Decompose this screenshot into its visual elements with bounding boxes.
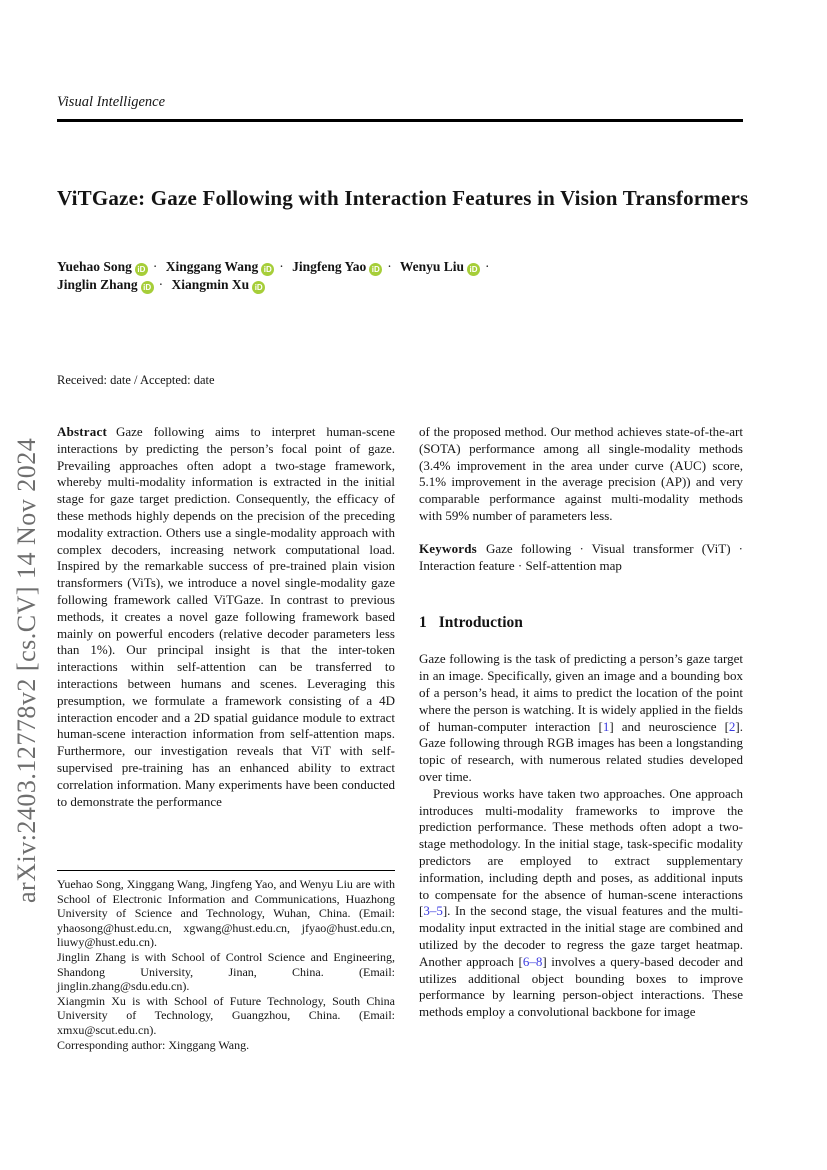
author-name: Yuehao Song	[57, 259, 132, 274]
footnote-paragraph: Xiangmin Xu is with School of Future Technology, South China University of Technology, Guangzhou, China. (Email: xmxu@scut.edu.cn).	[57, 993, 395, 1037]
text-segment: ] involves a query-based decoder and utilizes additional object bounding boxes to improve performance by learning person-object interactions. These methods employ a convolutional backbone for image	[419, 953, 743, 1020]
abstract-label: Abstract	[57, 424, 107, 439]
author-name: Jingfeng Yao	[292, 259, 367, 274]
author-entry	[172, 277, 266, 292]
author-entry	[400, 259, 495, 274]
orcid-icon[interactable]: iD	[135, 263, 148, 276]
keywords-label: Keywords	[419, 540, 477, 556]
orcid-icon[interactable]: iD	[369, 263, 382, 276]
text-segment: Gaze following is the task of predicting a person’s gaze target in an image. Specifically, given an image and a bounding box of a person’s head, it aims to predict the location of the point where the person is watching. It is widely applied in the fields of human-computer interaction [	[419, 651, 743, 734]
right-column	[419, 424, 743, 1021]
author-entry	[292, 259, 397, 274]
received-accepted-line: Received: date / Accepted: date	[57, 373, 215, 387]
author-separator: ·	[158, 277, 164, 292]
keywords-text: Gaze following · Visual transformer (ViT) · Interaction feature · Self-attention map	[419, 540, 743, 573]
text-segment: ]. Gaze following through RGB images has been a longstanding topic of research, with numerous related studies developed over time.	[419, 718, 743, 784]
text-segment: ]. In the second stage, the visual features and the multi-modality input extracted in the initial stage are combined and utilized by the decoder to regress the gaze target heatmap. Another approach [	[419, 903, 743, 969]
author-separator: ·	[152, 259, 158, 274]
author-entry	[57, 259, 162, 274]
citation-link[interactable]: 6–8	[522, 953, 543, 969]
orcid-icon[interactable]: iD	[261, 263, 274, 276]
citation-link[interactable]: 1	[602, 718, 610, 734]
author-name: Xiangmin Xu	[171, 277, 250, 292]
author-list	[57, 258, 602, 294]
orcid-icon[interactable]: iD	[252, 281, 265, 294]
author-separator: ·	[485, 259, 490, 274]
footnote-paragraph: Corresponding author: Xinggang Wang.	[57, 1037, 250, 1052]
abstract-continuation: of the proposed method. Our method achieves state-of-the-art (SOTA) performance among all single-modality methods (3.4% improvement in the area under curve (AUC) score, 5.1% improvement in the average precision (AP)) and very comparable performance against multi-modality methods with 59% number of parameters less.	[419, 424, 743, 523]
author-name: Jinglin Zhang	[57, 277, 138, 292]
citation-link[interactable]: 3–5	[423, 903, 443, 919]
author-entry	[166, 259, 289, 274]
author-separator: ·	[279, 259, 284, 274]
author-entry	[57, 277, 168, 292]
abstract-text-left: Gaze following aims to interpret human-scene interactions by predicting the person’s focal point of gaze. Prevailing approaches often adopt a two-stage framework, whereby multi-modality information is extracted in the initial stage for gaze target prediction. Consequently, the efficacy of these methods highly depends on the precision of the preceding modality extraction. Others use a single-modality approach with complex decoders, increasing network computational load. Inspired by the remarkable success of pre-trained plain vision transformers (ViTs), we introduce a novel single-modality gaze following framework called ViTGaze. In contrast to previous methods, it creates a novel gaze following framework based mainly on powerful encoders (relative decoder parameters less than 1%). Our principal insight is that the inter-token interactions within self-attention can be transferred to interactions between humans and scenes. Leveraging this presumption, we formulate a framework consisting of a 4D interaction encoder and a 2D spatial guidance module to extract human-scene interaction information from self-attention maps. Furthermore, our investigation reveals that ViT with self-supervised pre-training has an enhanced ability to extract correlation information. Many experiments have been conducted to demonstrate the performance	[57, 424, 395, 809]
section-title: Introduction	[438, 614, 523, 632]
paper-title: ViTGaze: Gaze Following with Interaction Features in Vision Transformers	[57, 186, 749, 210]
intro-paragraph-1	[419, 651, 743, 785]
author-separator: ·	[387, 259, 392, 274]
keywords-paragraph	[419, 541, 743, 575]
footnote-rule	[57, 870, 395, 871]
footnote-block	[57, 870, 395, 1052]
citation-link[interactable]: 2	[728, 718, 736, 734]
footnote-paragraphs	[57, 877, 395, 1052]
footnote-paragraph: Jinglin Zhang is with School of Control Science and Engineering, Shandong University, Jinan, China. (Email: jinglin.zhang@sdu.edu.cn).	[57, 949, 395, 994]
section-1-heading	[419, 614, 743, 632]
abstract-paragraph	[57, 424, 395, 810]
orcid-icon[interactable]: iD	[467, 263, 480, 276]
author-name: Xinggang Wang	[165, 259, 259, 274]
footnote-paragraph: Yuehao Song, Xinggang Wang, Jingfeng Yao, and Wenyu Liu are with School of Electronic Information and Communications, Huazhong University of Science and Technology, Wuhan, China. (Email: yhaosong@hust.edu.cn, xgwang@hust.edu.cn, jfyao@hust.edu.cn, liuwy@hust.edu.cn).	[57, 877, 395, 950]
header-rule	[57, 119, 743, 122]
text-segment: Previous works have taken two approaches. One approach introduces multi-modality frameworks to improve the prediction performance. These methods often adopt a two-stage methodology. In the initial stage, task-specific modality predictors are employed to extract supplementary information, including depth and poses, as additional inputs to compensate for the absence of human-scene interactions [	[419, 785, 743, 919]
text-segment: ] and neuroscience [	[609, 718, 729, 734]
journal-name: Visual Intelligence	[57, 94, 166, 110]
intro-paragraph-2	[419, 786, 743, 1021]
arxiv-watermark: arXiv:2403.12778v2 [cs.CV] 14 Nov 2024	[12, 437, 41, 903]
section-number: 1	[419, 614, 427, 632]
author-name: Wenyu Liu	[399, 259, 465, 274]
orcid-icon[interactable]: iD	[141, 281, 154, 294]
